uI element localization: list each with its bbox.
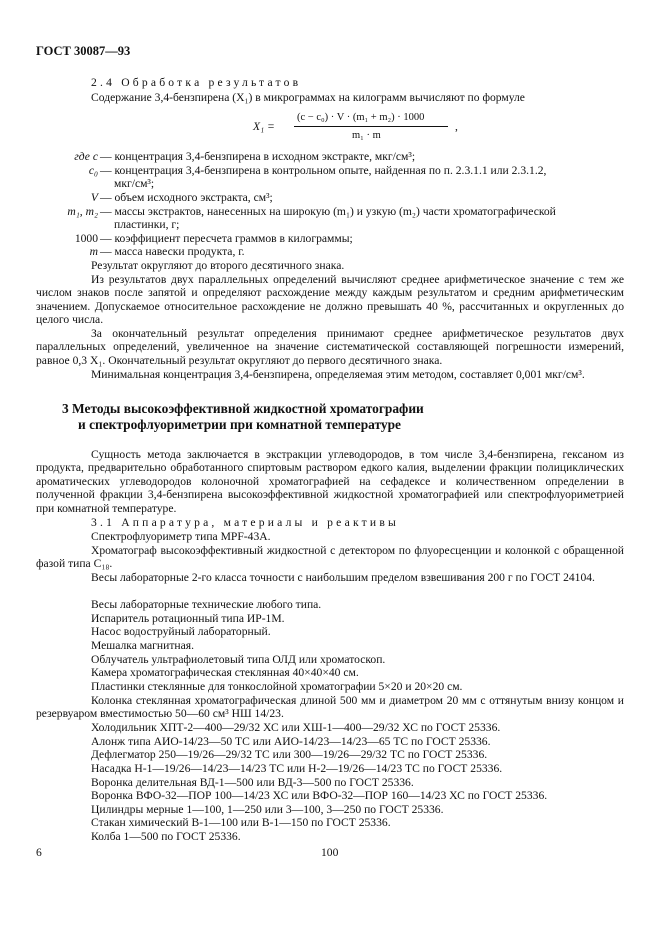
paragraph-essence-text: Сущность метода заключается в экстракции углеводородов, в том числе 3,4-бензпирена, гексаном из продукта, предварительно обработанного спиртовым раствором едкого калия, выделении фракции полициклических ароматических углеводородов колоночной хроматографией на сефадексе и количественном определении в полученной фракции 3,4-бензпирена высокоэффективной жидкостной хроматографией или спектрофлуориметрией при комнатной температуре. [36, 448, 624, 515]
subsection-title-2-4: 2.4 Обработка результатов [91, 76, 302, 89]
item-column [36, 694, 624, 721]
paragraph-essence [36, 448, 624, 515]
list-item: Цилиндры мерные 1—100, 1—250 или 3—100, 3—250 по ГОСТ 25336. [91, 803, 444, 816]
section-3-title-line1: 3 Методы высокоэффективной жидкостной хроматографии [62, 401, 424, 416]
section-3-title [62, 401, 582, 433]
item-column-text: Колонка стеклянная хроматографическая длиной 500 мм и диаметром 20 мм с оттянутым внизу концом и резервуаром вместимостью 50—60 см³ НШ 14/23. [36, 694, 624, 721]
list-item: Мешалка магнитная. [91, 639, 194, 652]
list-item: Воронка ВФО-32—ПОР 100—14/23 ХС или ВФО-32—ПОР 160—14/23 ХС по ГОСТ 25336. [91, 789, 548, 802]
def-key: где c [74, 150, 98, 163]
item-scales-text: Весы лабораторные 2-го класса точности с наибольшим пределом взвешивания 200 г по ГОСТ 24104. [91, 571, 595, 584]
page-number-center: 100 [321, 846, 339, 859]
list-item: Весы лабораторные технические любого типа. [91, 598, 322, 611]
section-3-title-line2: и спектрофлуориметрии при комнатной температуре [78, 417, 401, 432]
formula-intro: Содержание 3,4-бензпирена (X₁) в микрограммах на килограмм вычисляют по формуле [91, 91, 525, 104]
list-item: Пластинки стеклянные для тонкослойной хроматографии 5×20 и 20×20 см. [91, 680, 463, 693]
subsection-title-3-1: 3.1 Аппаратура, материалы и реактивы [91, 516, 399, 529]
def-text: мкг/см³; [114, 177, 155, 190]
paragraph-parallel [36, 273, 624, 327]
item-spectrofluorimeter: Спектрофлуориметр типа МРF-43А. [91, 530, 271, 543]
fraction-bar [294, 126, 448, 127]
item-chromatograph-text: Хроматограф высокоэффективный жидкостной с детектором по флуоресценции и колонкой с обращенной фазой типа C₁₈. [36, 544, 624, 571]
list-item: Насос водоструйный лабораторный. [91, 625, 271, 638]
def-text: — концентрация 3,4-бензпирена в исходном экстракте, мкг/см³; [100, 150, 416, 163]
def-key: 1000 [74, 232, 98, 245]
formula [253, 108, 483, 148]
list-item: Колба 1—500 по ГОСТ 25336. [91, 830, 241, 843]
formula-lhs: X₁ = [253, 120, 275, 133]
list-item: Стакан химический В-1—100 или В-1—150 по ГОСТ 25336. [91, 816, 391, 829]
list-item: Алонж типа АИО-14/23—50 ТС или АИО-14/23—14/23—65 ТС по ГОСТ 25336. [91, 735, 491, 748]
list-item: Облучатель ультрафиолетовый типа ОЛД или хроматоскоп. [91, 653, 386, 666]
def-text: — коэффициент пересчета граммов в килограммы; [100, 232, 353, 245]
list-item: Насадка Н-1—19/26—14/23—14/23 ТС или Н-2—19/26—14/23 ТС по ГОСТ 25336. [91, 762, 503, 775]
def-text: — объем исходного экстракта, см³; [100, 191, 273, 204]
list-item: Воронка делительная ВД-1—500 или ВД-3—500 по ГОСТ 25336. [91, 776, 414, 789]
def-text: — масса навески продукта, г. [100, 245, 245, 258]
formula-tail: , [455, 120, 458, 133]
def-key: V [90, 191, 98, 204]
paragraph-final-text: За окончательный результат определения принимают среднее арифметическое результатов двух параллельных определений, увеличенное на значение систематической составляющей погрешности измерений, равное 0,3 X₁. Окончательный результат округляют до первого десятичного знака. [36, 327, 624, 367]
def-text: — массы экстрактов, нанесенных на широкую (m₁) и узкую (m₂) части хроматографической [100, 205, 556, 218]
paragraph-minimum [91, 368, 624, 381]
paragraph-final [36, 327, 624, 367]
paragraph-parallel-text: Из результатов двух параллельных определений вычисляют среднее арифметическое значение с тем же числом знаков после запятой и определяют расхождение между каждым результатом и средним арифметическим значением. Допускаемое относительное расхождение не должно превышать 40 %, рассчитанных и округленных до целого числа. [36, 273, 624, 327]
item-chromatograph [36, 544, 624, 571]
paragraph-rounding: Результат округляют до второго десятичного знака. [91, 259, 345, 272]
def-text: пластинки, г; [114, 218, 180, 231]
standard-header: ГОСТ 30087—93 [36, 44, 131, 58]
list-item: Дефлегматор 250—19/26—29/32 ТС или 300—19/26—29/32 ТС по ГОСТ 25336. [91, 748, 488, 761]
paragraph-minimum-text: Минимальная концентрация 3,4-бензпирена, определяемая этим методом, составляет 0,001 мкг/см³. [91, 368, 585, 381]
def-key: c₀ [88, 164, 98, 177]
def-text: — концентрация 3,4-бензпирена в контрольном опыте, найденная по п. 2.3.1.1 или 2.3.1.2, [100, 164, 547, 177]
formula-numerator: (c − c₀) · V · (m₁ + m₂) · 1000 [297, 112, 425, 123]
list-item: Испаритель ротационный типа ИР-1М. [91, 612, 285, 625]
def-key: m₁, m₂ [67, 205, 98, 218]
list-item: Холодильник ХПТ-2—400—29/32 ХС или ХШ-1—400—29/32 ХС по ГОСТ 25336. [91, 721, 501, 734]
formula-denominator: m₁ · m [352, 130, 381, 141]
def-key: m [89, 245, 98, 258]
page-number-left: 6 [36, 846, 42, 859]
list-item: Камера хроматографическая стеклянная 40×40×40 см. [91, 666, 359, 679]
item-scales [91, 571, 624, 584]
